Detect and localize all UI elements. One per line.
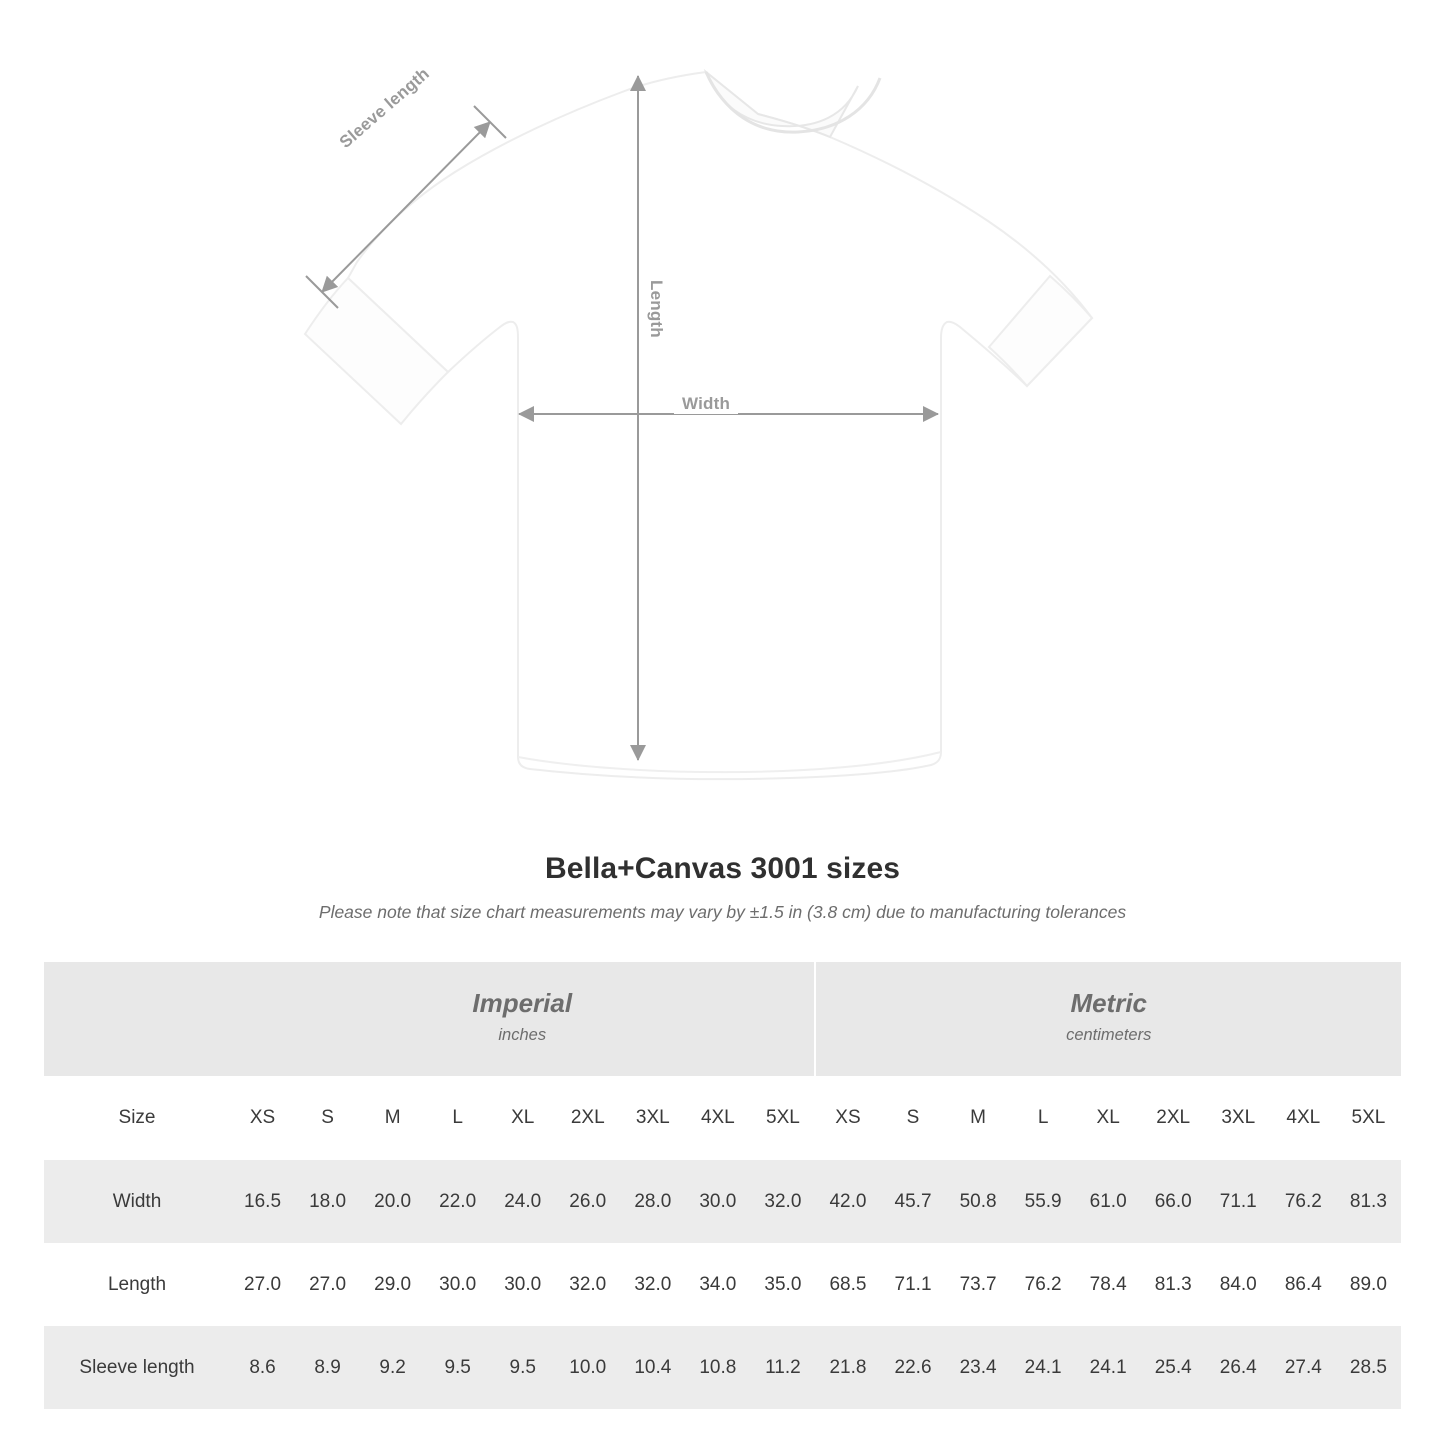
unit-group-metric-title: Metric <box>1070 988 1148 1019</box>
cell-length-10: 71.1 <box>881 1243 946 1326</box>
cell-sleeve-1: 8.9 <box>295 1326 360 1409</box>
cell-sleeve-14: 25.4 <box>1141 1326 1206 1409</box>
unit-group-imperial <box>230 962 815 1076</box>
table-row <box>44 1243 1401 1326</box>
cell-width-12: 55.9 <box>1011 1160 1076 1243</box>
size-header-5xl-metric: 5XL <box>1336 1076 1401 1160</box>
cell-width-1: 18.0 <box>295 1160 360 1243</box>
size-header-l-imperial: L <box>425 1076 490 1160</box>
cell-width-15: 71.1 <box>1206 1160 1271 1243</box>
cell-width-11: 50.8 <box>946 1160 1011 1243</box>
cell-sleeve-13: 24.1 <box>1076 1326 1141 1409</box>
size-header-2xl-imperial: 2XL <box>555 1076 620 1160</box>
cell-width-10: 45.7 <box>881 1160 946 1243</box>
size-table-wrapper <box>44 962 1401 1409</box>
size-header-3xl-metric: 3XL <box>1206 1076 1271 1160</box>
cell-width-9: 42.0 <box>815 1160 880 1243</box>
length-dimension-label: Length <box>646 272 666 346</box>
cell-length-14: 81.3 <box>1141 1243 1206 1326</box>
cell-length-12: 76.2 <box>1011 1243 1076 1326</box>
cell-sleeve-7: 10.8 <box>685 1326 750 1409</box>
size-header-xl-imperial: XL <box>490 1076 555 1160</box>
cell-sleeve-16: 27.4 <box>1271 1326 1336 1409</box>
size-header-s-imperial: S <box>295 1076 360 1160</box>
cell-sleeve-9: 21.8 <box>815 1326 880 1409</box>
cell-length-15: 84.0 <box>1206 1243 1271 1326</box>
size-header-m-imperial: M <box>360 1076 425 1160</box>
cell-length-4: 30.0 <box>490 1243 555 1326</box>
tolerance-note: Please note that size chart measurements may vary by ±1.5 in (3.8 cm) due to manufacturing tolerances <box>318 902 1127 922</box>
cell-length-1: 27.0 <box>295 1243 360 1326</box>
cell-length-0: 27.0 <box>230 1243 295 1326</box>
size-header-5xl-imperial: 5XL <box>750 1076 815 1160</box>
cell-length-2: 29.0 <box>360 1243 425 1326</box>
cell-length-13: 78.4 <box>1076 1243 1141 1326</box>
row-label-width: Width <box>44 1160 230 1243</box>
unit-group-metric <box>815 962 1401 1076</box>
cell-width-16: 76.2 <box>1271 1160 1336 1243</box>
cell-length-7: 34.0 <box>685 1243 750 1326</box>
row-label-sleeve-length: Sleeve length <box>44 1326 230 1409</box>
cell-sleeve-10: 22.6 <box>881 1326 946 1409</box>
row-label-length: Length <box>44 1243 230 1326</box>
cell-width-4: 24.0 <box>490 1160 555 1243</box>
width-dimension-label: Width <box>674 394 738 414</box>
size-header-4xl-imperial: 4XL <box>685 1076 750 1160</box>
cell-width-7: 30.0 <box>685 1160 750 1243</box>
cell-sleeve-3: 9.5 <box>425 1326 490 1409</box>
size-header-xs-imperial: XS <box>230 1076 295 1160</box>
tshirt-shape <box>305 72 1092 779</box>
cell-sleeve-11: 23.4 <box>946 1326 1011 1409</box>
page-title: Bella+Canvas 3001 sizes <box>544 852 901 885</box>
cell-width-2: 20.0 <box>360 1160 425 1243</box>
cell-sleeve-12: 24.1 <box>1011 1326 1076 1409</box>
cell-length-5: 32.0 <box>555 1243 620 1326</box>
cell-sleeve-0: 8.6 <box>230 1326 295 1409</box>
size-header-s-metric: S <box>881 1076 946 1160</box>
cell-sleeve-17: 28.5 <box>1336 1326 1401 1409</box>
sleeve-length-dimension-label: Sleeve length <box>330 59 439 159</box>
cell-length-17: 89.0 <box>1336 1243 1401 1326</box>
table-row <box>44 1326 1401 1409</box>
unit-group-spacer <box>44 962 230 1076</box>
unit-group-imperial-title: Imperial <box>472 988 573 1019</box>
table-row <box>44 1160 1401 1243</box>
cell-width-17: 81.3 <box>1336 1160 1401 1243</box>
size-header-xl-metric: XL <box>1076 1076 1141 1160</box>
cell-width-3: 22.0 <box>425 1160 490 1243</box>
size-header-2xl-metric: 2XL <box>1141 1076 1206 1160</box>
cell-length-16: 86.4 <box>1271 1243 1336 1326</box>
unit-group-metric-subtitle: centimeters <box>1066 1025 1152 1044</box>
cell-sleeve-5: 10.0 <box>555 1326 620 1409</box>
cell-width-0: 16.5 <box>230 1160 295 1243</box>
cell-length-9: 68.5 <box>815 1243 880 1326</box>
cell-sleeve-15: 26.4 <box>1206 1326 1271 1409</box>
cell-sleeve-6: 10.4 <box>620 1326 685 1409</box>
size-table <box>44 962 1401 1409</box>
unit-group-row <box>44 962 1401 1076</box>
cell-length-6: 32.0 <box>620 1243 685 1326</box>
cell-width-6: 28.0 <box>620 1160 685 1243</box>
cell-width-8: 32.0 <box>750 1160 815 1243</box>
cell-width-13: 61.0 <box>1076 1160 1141 1243</box>
cell-length-3: 30.0 <box>425 1243 490 1326</box>
unit-group-imperial-subtitle: inches <box>498 1025 547 1044</box>
cell-sleeve-8: 11.2 <box>750 1326 815 1409</box>
cell-sleeve-2: 9.2 <box>360 1326 425 1409</box>
size-header-4xl-metric: 4XL <box>1271 1076 1336 1160</box>
size-header-m-metric: M <box>946 1076 1011 1160</box>
size-header-l-metric: L <box>1011 1076 1076 1160</box>
cell-width-14: 66.0 <box>1141 1160 1206 1243</box>
cell-length-8: 35.0 <box>750 1243 815 1326</box>
cell-width-5: 26.0 <box>555 1160 620 1243</box>
size-header-label: Size <box>44 1076 230 1160</box>
cell-sleeve-4: 9.5 <box>490 1326 555 1409</box>
size-header-xs-metric: XS <box>815 1076 880 1160</box>
cell-length-11: 73.7 <box>946 1243 1011 1326</box>
size-header-3xl-imperial: 3XL <box>620 1076 685 1160</box>
size-header-row <box>44 1076 1401 1160</box>
